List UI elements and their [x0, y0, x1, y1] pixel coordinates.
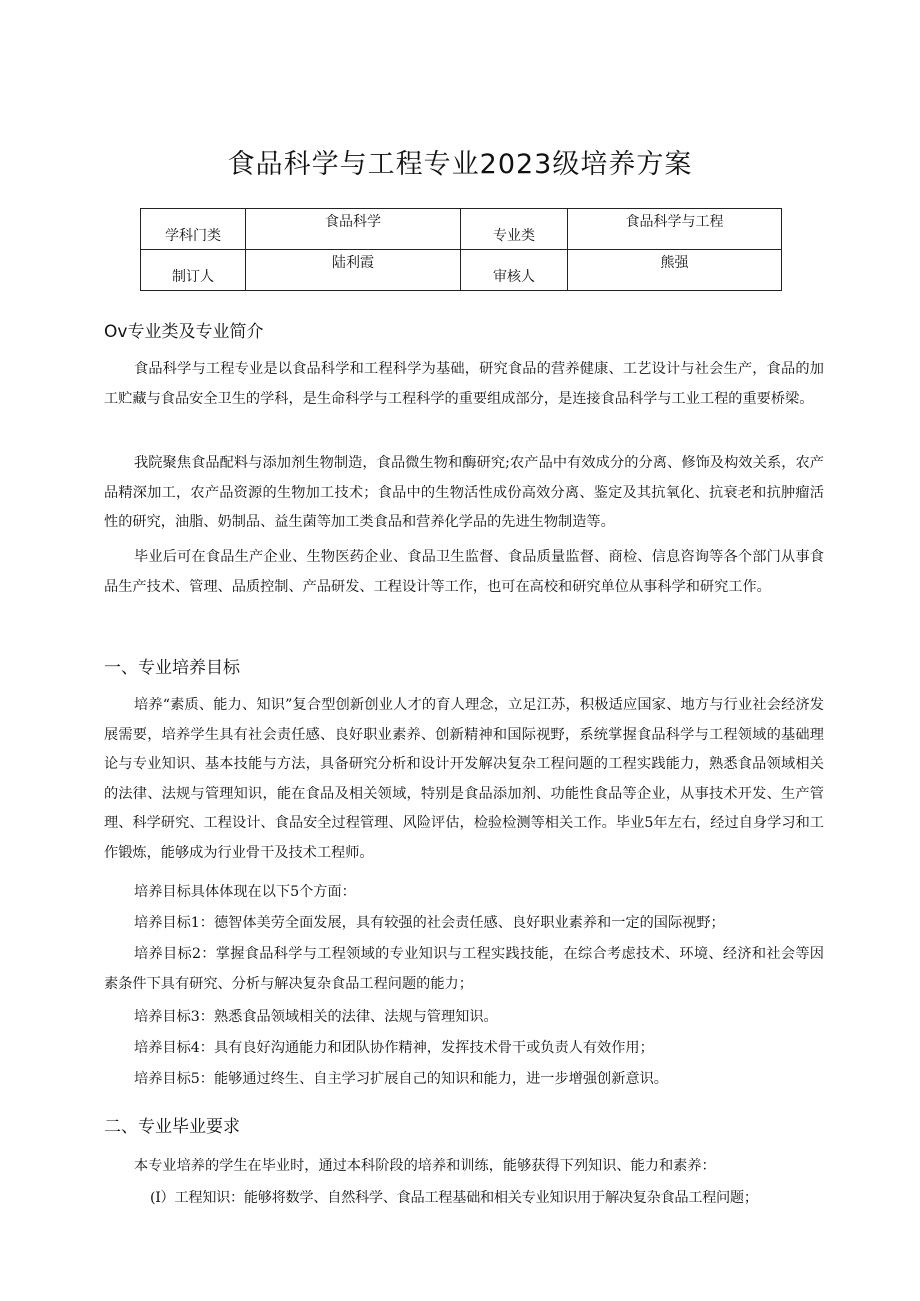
section0-paragraph-1: 食品科学与工程专业是以食品科学和工程科学为基础，研究食品的营养健康、工艺设计与社会生产，食品的加工贮藏与食品安全卫生的学科，是生命科学与工程科学的重要组成部分，是连接食品科学与工业工程的重要桥梁。: [104, 361, 824, 407]
section2-intro: 本专业培养的学生在毕业时，通过本科阶段的培养和训练，能够获得下列知识、能力和素养：: [134, 1158, 716, 1174]
info-row: [141, 250, 782, 291]
major-class-label: 专业类: [461, 209, 568, 250]
section0-paragraph-3: 毕业后可在食品生产企业、生物医药企业、食品卫生监督、食品质量监督、商检、信息咨询等各个部门从事食品生产技术、管理、品质控制、产品研发、工程设计等工作，也可在高校和研究单位从事科学和研究工作。: [104, 549, 824, 595]
requirement-1: (I）工程知识：能够将数学、自然科学、食品工程基础和相关专业知识用于解决复杂食品工程问题；: [150, 1190, 758, 1206]
info-table: [140, 208, 782, 291]
goal-2: 培养目标2：掌握食品科学与工程领域的专业知识与工程实践技能，在综合考虑技术、环境、经济和社会等因素条件下具有研究、分析与解决复杂食品工程问题的能力；: [104, 946, 824, 992]
section0-paragraph-2: 我院聚焦食品配料与添加剂生物制造，食品微生物和酶研究;农产品中有效成分的分离、修饰及构效关系，农产品精深加工，农产品资源的生物加工技术；食品中的生物活性成份高效分离、鉴定及其抗氧化、抗衰老和抗肿瘤活性的研究，油脂、奶制品、益生菌等加工类食品和营养化学品的先进生物制造等。: [104, 455, 824, 530]
major-class-value: 食品科学与工程: [568, 209, 782, 250]
goal-4: 培养目标4：具有良好沟通能力和团队协作精神，发挥技术骨干或负责人有效作用；: [134, 1040, 654, 1056]
goal-1: 培养目标1：德智体美劳全面发展，具有较强的社会责任感、良好职业素养和一定的国际视野；: [134, 915, 725, 931]
discipline-value: 食品科学: [246, 209, 461, 250]
goals-intro: 培养目标具体体现在以下5个方面：: [134, 884, 356, 900]
section0-heading: Ov专业类及专业简介: [104, 322, 264, 342]
author-value: 陆利霞: [246, 250, 461, 291]
reviewer-label: 审核人: [461, 250, 568, 291]
reviewer-value: 熊强: [568, 250, 782, 291]
discipline-label: 学科门类: [141, 209, 246, 250]
goal-3: 培养目标3：熟悉食品领域相关的法律、法规与管理知识。: [134, 1009, 498, 1025]
author-label: 制订人: [141, 250, 246, 291]
info-row: [141, 209, 782, 250]
goal-5: 培养目标5：能够通过终生、自主学习扩展自己的知识和能力，进一步增强创新意识。: [134, 1071, 668, 1087]
document-title: 食品科学与工程专业2023级培养方案: [227, 149, 693, 180]
section2-heading: 二、专业毕业要求: [104, 1117, 240, 1137]
section1-heading: 一、专业培养目标: [104, 658, 240, 678]
section1-paragraph: 培养“素质、能力、知识”复合型创新创业人才的育人理念，立足江苏，积极适应国家、地方与行业社会经济发展需要，培养学生具有社会责任感、良好职业素养、创新精神和国际视野，系统掌握食品科学与工程领域的基础理论与专业知识、基本技能与方法，具备研究分析和设计开发解决复杂工程问题的工程实践能力，熟悉食品领域相关的法律、法规与管理知识，能在食品及相关领域，特别是食品添加剂、功能性食品等企业，从事技术开发、生产管理、科学研究、工程设计、食品安全过程管理、风险评估，检验检测等相关工作。毕业5年左右，经过自身学习和工作锻炼，能够成为行业骨干及技术工程师。: [104, 697, 824, 861]
